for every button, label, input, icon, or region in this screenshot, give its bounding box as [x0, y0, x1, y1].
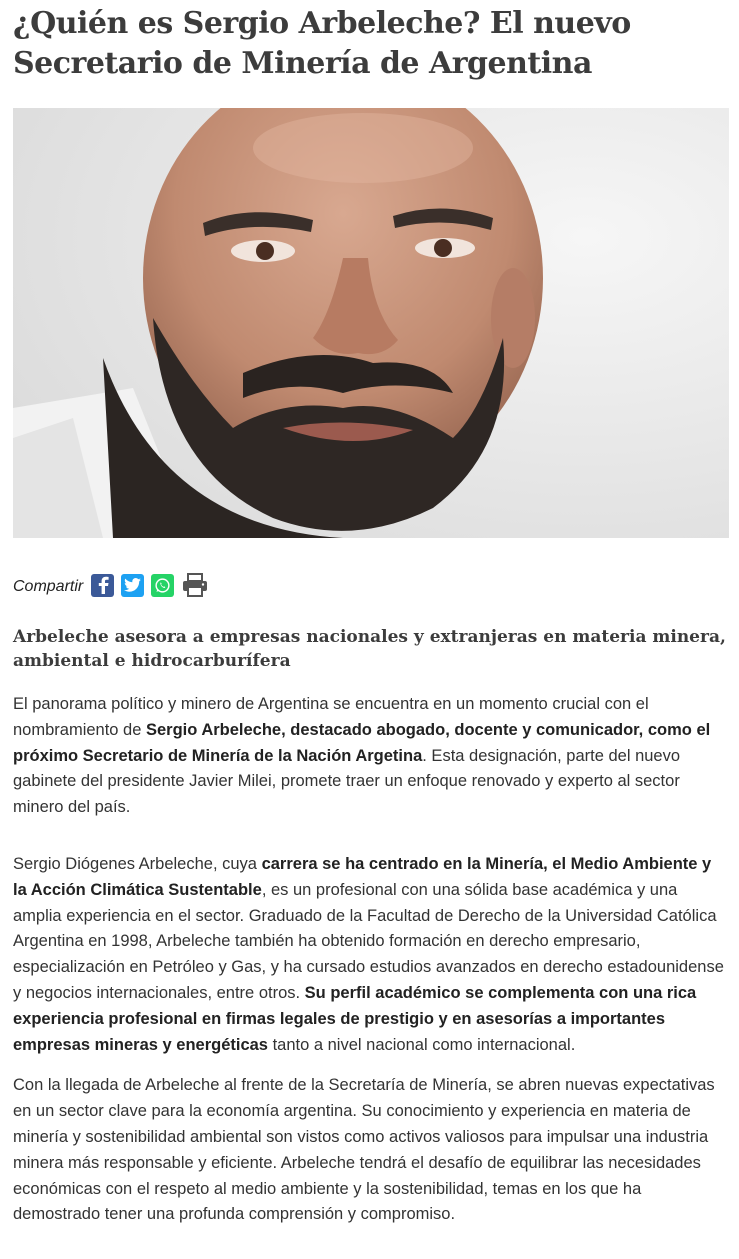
paragraph [13, 852, 729, 1058]
print-icon[interactable] [181, 574, 209, 597]
paragraph [13, 1073, 729, 1228]
paragraph-text-bold: carrera se ha centrado en la Minería, el Medio Ambiente y la Acción Climática Sustentable [13, 854, 712, 899]
article-title: ¿Quién es Sergio Arbeleche? El nuevo Secretario de Minería de Argentina [13, 6, 631, 81]
whatsapp-icon[interactable] [151, 574, 174, 597]
article [13, 0, 729, 1224]
paragraph [13, 692, 729, 821]
share-label: Compartir [13, 578, 84, 595]
twitter-icon[interactable] [121, 574, 144, 597]
article-photo [13, 108, 729, 538]
paragraph-text: Sergio Diógenes Arbeleche, cuya [13, 854, 262, 873]
paragraph-text-bold: Su perfil académico se complementa con una rica experiencia profesional en firmas legales de prestigio y en asesorías a importantes empresas mineras y energéticas [13, 983, 697, 1054]
paragraph-text: . Esta designación, parte del nuevo gabinete del presidente Javier Milei, promete traer un enfoque renovado y experto al sector minero del país. [13, 746, 681, 817]
article-subtitle: Arbeleche asesora a empresas nacionales y extranjeras en materia minera, ambiental e hidrocarburífera [13, 627, 726, 671]
paragraph-text: El panorama político y minero de Argentina se encuentra en un momento crucial con el nombramiento de [13, 695, 649, 739]
paragraph-text: Con la llegada de Arbeleche al frente de la Secretaría de Minería, se abren nuevas expectativas en un sector clave para la economía argentina. Su conocimiento y experiencia en materia de minería y sostenibilidad ambiental son vistos como activos valiosos para impulsar una industria minera más responsable y eficiente. Arbeleche tendrá el desafío de equilibrar las necesidades económicas con el respeto al medio ambiente y la sostenibilidad, temas en los que ha demostrado tener una profunda comprensión y compromiso. [13, 1076, 715, 1224]
facebook-icon[interactable] [91, 574, 114, 597]
paragraph-text: , es un profesional con una sólida base académica y una amplia experiencia en el sector. Graduado de la Facultad de Derecho de la Universidad Católica Argentina en 1998, Arbeleche también ha obtenido formación en derecho empresario, especialización en Petróleo y Gas, y ha cursado estudios avanzados en derecho estadounidense y negocios internacionales, entre otros. [13, 880, 724, 1002]
paragraph-text-bold: Sergio Arbeleche, destacado abogado, docente y comunicador, como el próximo Secretario de Minería de la Nación Argetina [13, 720, 711, 765]
article-body [13, 692, 729, 1228]
paragraph-text: tanto a nivel nacional como internacional. [268, 1035, 576, 1054]
share-bar [13, 570, 216, 600]
